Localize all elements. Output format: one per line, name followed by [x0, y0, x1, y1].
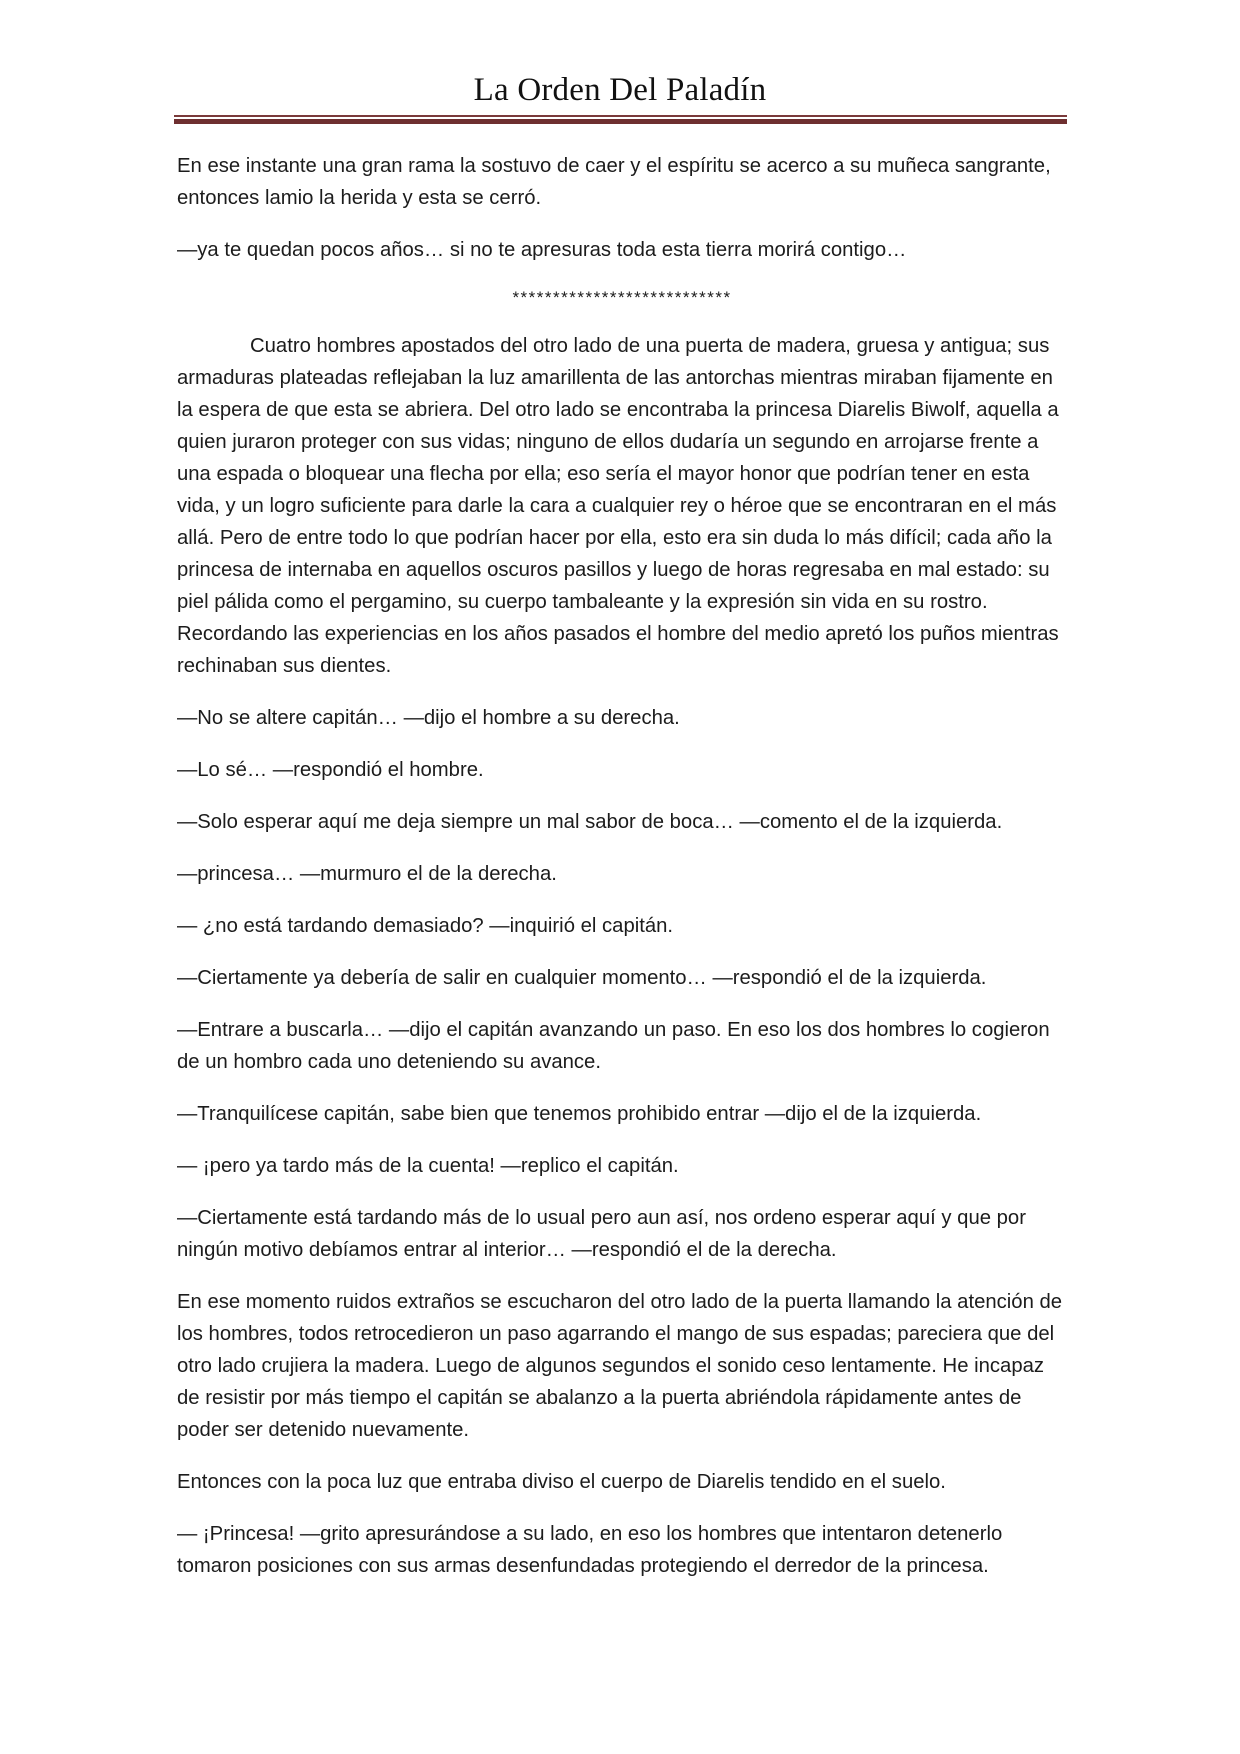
paragraph: —No se altere capitán… —dijo el hombre a su derecha. — [177, 707, 680, 729]
paragraph: — ¡Princesa! —grito apresurándose a su lado, en eso los hombres que intentaron detenerlo tomaron posiciones con sus armas desenfundadas protegiendo el derredor de la princesa. — [177, 1523, 1003, 1577]
paragraph: En ese momento ruidos extraños se escucharon del otro lado de la puerta llamando la atención de los hombres, todos retrocedieron un paso agarrando el mango de sus espadas; pareciera que del otro lado crujiera la madera. Luego de algunos segundos el sonido ceso lentamente. He incapaz de resistir por más tiempo el capitán se abalanzo a la puerta abriéndola rápidamente antes de poder ser detenido nuevamente. — [177, 1291, 1063, 1441]
page-header-title: La Orden Del Paladín — [473, 72, 767, 108]
paragraph: Cuatro hombres apostados del otro lado de una puerta de madera, gruesa y antigua; sus armaduras plateadas reflejaban la luz amarillenta de las antorchas mientras miraban fijamente en la espera de que esta se abriera. Del otro lado se encontraba la princesa Diarelis Biwolf, aquella a quien juraron proteger con sus vidas; ninguno de ellos dudaría un segundo en arrojarse frente a una espada o bloquear una flecha por ella; eso sería el mayor honor que podrían tener en esta vida, y un logro suficiente para darle la cara a cualquier rey o héroe que se encontraran en el más allá. Pero de entre todo lo que podrían hacer por ella, esto era sin duda lo más difícil; cada año la princesa de internaba en aquellos oscuros pasillos y luego de horas regresaba en mal estado: su piel pálida como el pergamino, su cuerpo tambaleante y la expresión sin vida en su rostro. Recordando las experiencias en los años pasados el hombre del medio apretó los puños mientras rechinaban sus dientes. — [177, 335, 1059, 677]
header-rule-thin — [174, 115, 1067, 117]
paragraph: —Lo sé… —respondió el hombre. — [177, 759, 484, 781]
body-text — [177, 150, 1067, 1602]
paragraph: —Ciertamente está tardando más de lo usual pero aun así, nos ordeno esperar aquí y que por ningún motivo debíamos entrar al interior… —respondió el de la derecha. — [177, 1207, 1026, 1261]
header-rule-thick — [174, 119, 1067, 124]
paragraph: Entonces con la poca luz que entraba diviso el cuerpo de Diarelis tendido en el suelo. — [177, 1471, 946, 1493]
paragraph: —Entrare a buscarla… —dijo el capitán avanzando un paso. En eso los dos hombres lo cogieron de un hombro cada uno deteniendo su avance. — [177, 1019, 1050, 1073]
paragraph: — ¡pero ya tardo más de la cuenta! —replico el capitán. — [177, 1155, 679, 1177]
paragraph: —Tranquilícese capitán, sabe bien que tenemos prohibido entrar —dijo el de la izquierda. — [177, 1103, 982, 1125]
paragraph: —ya te quedan pocos años… si no te apresuras toda esta tierra morirá contigo… — [177, 239, 907, 261]
paragraph: —Solo esperar aquí me deja siempre un mal sabor de boca… —comento el de la izquierda. — [177, 811, 1003, 833]
paragraph: En ese instante una gran rama la sostuvo de caer y el espíritu se acerco a su muñeca sangrante, entonces lamio la herida y esta se cerró. — [177, 155, 1051, 209]
paragraph: —Ciertamente ya debería de salir en cualquier momento… —respondió el de la izquierda. — [177, 967, 987, 989]
paragraph: — ¿no está tardando demasiado? —inquirió el capitán. — [177, 915, 674, 937]
scene-separator: *************************** — [512, 288, 732, 307]
paragraph: —princesa… —murmuro el de la derecha. — [177, 863, 557, 885]
